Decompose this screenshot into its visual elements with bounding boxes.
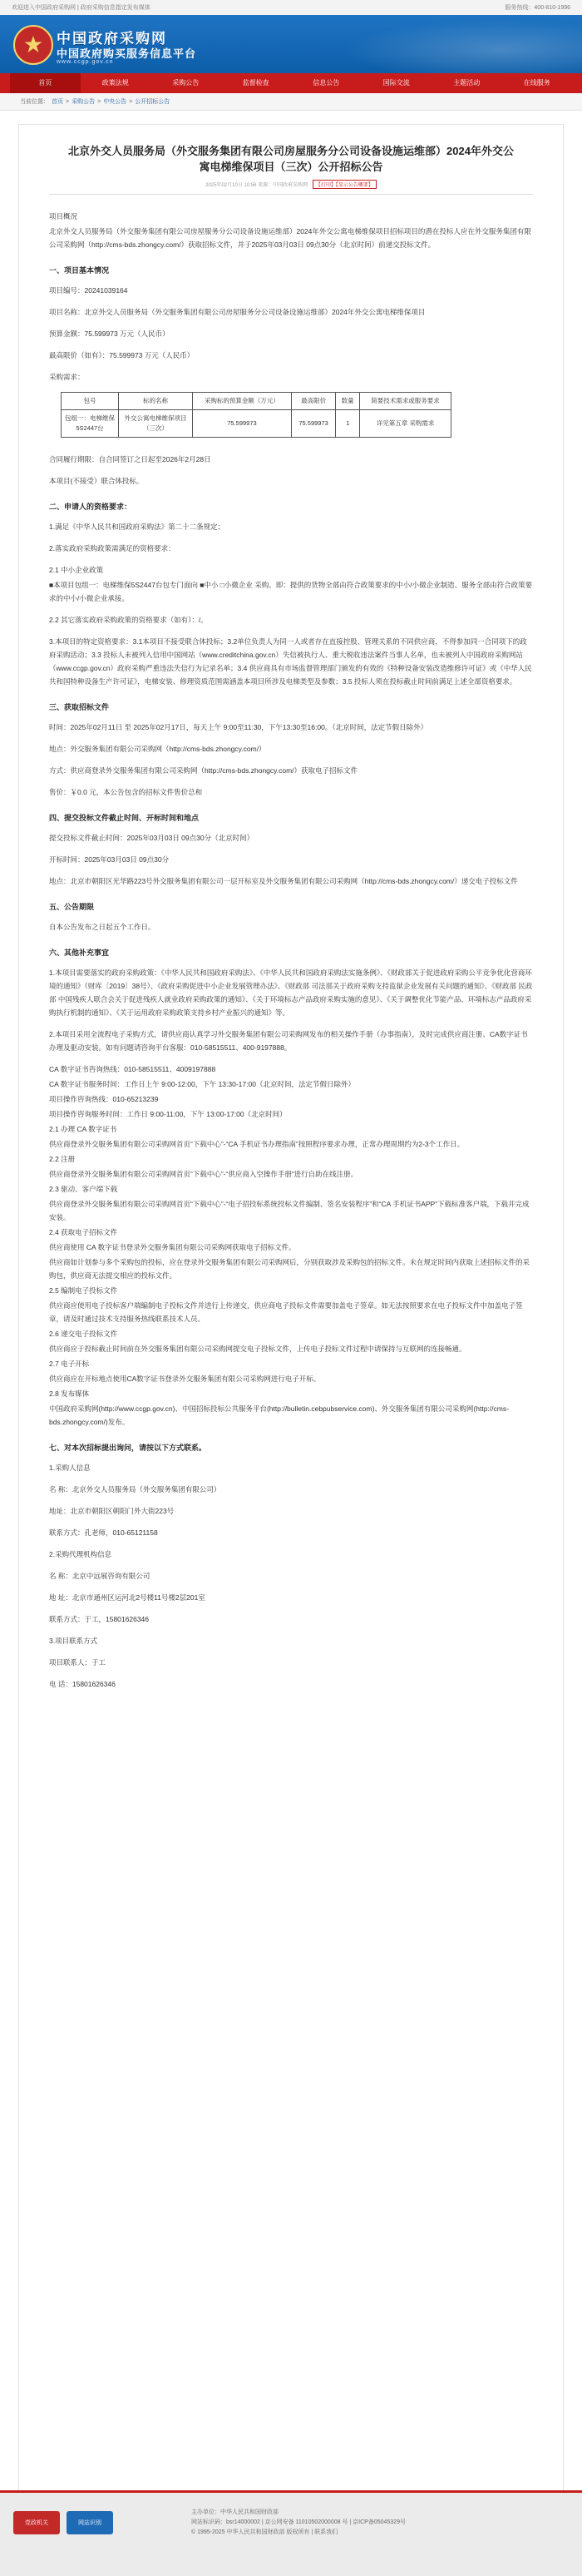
project-name: 项目名称：北京外交人员服务局（外交服务集团有限公司房屋服务分公司设备设施运维部）2024年外交公寓电梯维保项目 (49, 308, 426, 316)
footer-logos (13, 2511, 113, 2534)
cell-package: 包组一：电梯维保5S2447台 (62, 410, 119, 438)
welcome-text: 欢迎进入中国政府采购网 | 政府采购信息指定发布媒体 (12, 5, 150, 11)
project-contact-heading: 3.项目联系方式 (49, 1637, 98, 1645)
col-subject: 标的名称 (119, 393, 193, 410)
project-contact-name: 项目联系人：于工 (49, 1658, 106, 1667)
agency-address: 地 址：北京市通州区运河北2号楼11号楼2层201室 (49, 1593, 205, 1602)
breadcrumb: 当前位置： 首页 > 采购公告 > 中央公告 > 公开招标公告 (0, 93, 582, 111)
party-government-badge-icon[interactable]: 党政机关 (13, 2511, 60, 2534)
cell-requirements: 详见第五章 采购需求 (360, 410, 451, 438)
purchaser-heading: 1.采购人信息 (49, 1464, 91, 1472)
page-title: 北京外交人员服务局（外交服务集团有限公司房屋服务分公司设备设施运维部）2024年外交公寓电梯维保项目（三次）公开招标公告 (68, 145, 514, 173)
supplement-2-5-detail: 供应商应使用电子投标客户端编制电子投标文件并进行上传递交，供应商电子投标文件需要加盖电子签章。如无法按照要求在电子投标文件中加盖电子签章，请及时通过技术支持服务热线联系技术人员。 (49, 1301, 523, 1323)
banner-decoration (316, 15, 582, 73)
footer-copyright: © 1995-2025 中华人民共和国财政部 版权所有 | 联系我们 (191, 2529, 338, 2535)
obtain-time: 时间：2025年02月11日 至 2025年02月17日，每天上午 9:00至11:30，下午13:30至16:00。（北京时间，法定节假日除外） (49, 723, 428, 731)
col-quantity: 数量 (336, 393, 360, 410)
obtain-method: 方式：供应商登录外交服务集团有限公司采购网（http://cms-bds.zhongcy.com/）获取电子招标文件 (49, 766, 358, 775)
cell-quantity: 1 (336, 410, 360, 438)
joint-bid-note: 本项目(不接受）联合体投标。 (49, 477, 144, 485)
supplement-2-5: 2.5 编制电子投标文件 (49, 1286, 118, 1295)
breadcrumb-home[interactable]: 首页 (52, 99, 63, 105)
project-number: 项目编号：20241039164 (49, 286, 128, 295)
purchaser-contact: 联系方式：孔老师，010-65121158 (49, 1528, 158, 1537)
supplement-2-4-detail-2: 供应商如计划参与多个采购包的投标，应在登录外交服务集团有限公司采购网后，分别获取涉及采购包的招标文件。未在规定时间内获取上述招标文件的采购包，供应商无法提交相应的投标文件。 (49, 1258, 530, 1280)
supplement-2-3-detail: 供应商登录外交服务集团有限公司采购网首页“下载中心”-“电子招投标系统投标文件编制、签名安装程序”和“CA 手机证书APP”下载标准客户端，下载并完成安装。 (49, 1200, 530, 1221)
obtain-price: 售价：￥0.0 元，本公告包含的招标文件售价总和 (49, 788, 203, 796)
print-button[interactable]: 【打印】【显示公告概要】 (313, 180, 377, 189)
site-identity-badge-icon[interactable]: 网站识别 (67, 2511, 113, 2534)
col-package: 包号 (62, 393, 119, 410)
supplement-2-4-detail: 供应商使用 CA 数字证书登录外交服务集团有限公司采购网获取电子招标文件。 (49, 1243, 296, 1251)
requirement-label: 采购需求： (49, 373, 85, 381)
title-divider (49, 194, 533, 195)
site-title[interactable]: 中国政府采购网 (57, 31, 167, 47)
qualification-3: 3.本项目的特定资格要求：3.1本项目不接受联合体投标；3.2单位负责人为同一人或者存在直接控股、管理关系的不同供应商，不得参加同一合同项下的政府采购活动；3.3 投标人未被列入信用中国网站（www.creditchina.gov.cn）失信被执行人、重大税收违法案件当事人名单，也未被列入中国政府采购网站（www.ccgp.gov.cn）政府采购严重违法失信行为记录名单；3.4 供应商具有市场监督管理部门颁发的有效的《特种设备安装改造维修许可证》或《中华人民共和国特种设备生产许可证》，电梯安装、修理资质范围需涵盖本项目所涉及电梯类型及参数；3.5 投标人须在投标截止时间前满足上述全部资格要求。 (49, 637, 532, 686)
overview-text: 北京外交人员服务局（外交服务集团有限公司房屋服务分公司设备设施运维部）2024年外交公寓电梯维保项目招标项目的潜在投标人应在外交服务集团有限公司采购网（http://cms-bds.zhongcy.com/）获取招标文件，并于2025年03月03日 09点30分（北京时间）前递交投标文件。 (49, 227, 531, 249)
supplement-2: 2.本项目采用全流程电子采购方式，请供应商认真学习外交服务集团有限公司采购网发布的相关操作手册（办事指南），及时完成供应商注册、CA数字证书办理及驱动安装。如有问题请咨询平台客服：010-58515511、400-9197888。 (49, 1030, 528, 1052)
supplement-2-8-detail: 中国政府采购网(http://www.ccgp.gov.cn)、中国招标投标公共服务平台(http://bulletin.cebpubservice.com)、外交服务集团有限公司采购网(http://cms-bds.zhongcy.com/)发布。 (49, 1404, 509, 1426)
footer-info (191, 2508, 406, 2538)
footer-registration: 网站标识码：bsr14000002 | 京公网安备 11010502000008 号 | 京ICP备05045329号 (191, 2519, 406, 2525)
site-footer (0, 2490, 582, 2576)
cell-subject: 外交公寓电梯维保项目（三次） (119, 410, 193, 438)
breadcrumb-central[interactable]: 中央公告 (103, 99, 127, 105)
supplement-1: 1.本项目需要落实的政府采购政策：《中华人民共和国政府采购法》、《中华人民共和国政府采购法实施条例》、《财政部关于促进政府采购公平竞争优化营商环境的通知》（财库〔2019〕38号）、《政府采购促进中小企业发展管理办法》、《财政部 司法部关于政府采购支持监狱企业发展有关问题的通知》、《财政部 民政部 中国残疾人联合会关于促进残疾人就业政府采购政策的通知》、《关于环境标志产品政府采购实施的意见》、《关于调整优化节能产品、环境标志产品政府采购执行机制的通知》、《关于运用政府采购政策支持乡村产业振兴的通知》等。 (49, 968, 533, 1017)
budget-amount: 预算金额：75.599973 万元（人民币） (49, 329, 170, 338)
opening-place: 地点：北京市朝阳区光华路223号外交服务集团有限公司一层开标室及外交服务集团有限公司采购网（http://cms-bds.zhongcy.com/）递交电子投标文件 (49, 877, 518, 885)
national-emblem-icon[interactable] (13, 25, 53, 65)
contract-period: 合同履行期限：自合同签订之日起至2026年2月28日 (49, 455, 211, 463)
supplement-2-3: 2.3 驱动、客户端下载 (49, 1185, 118, 1193)
breadcrumb-open-tender[interactable]: 公开招标公告 (135, 99, 170, 105)
supplement-project-hours: 项目操作咨询服务时间：工作日 9:00-11:00，下午 13:00-17:00（北京时间） (49, 1110, 287, 1118)
col-requirements: 简要技术需求或服务要求 (360, 393, 451, 410)
obtain-place: 地点：外交服务集团有限公司采购网（http://cms-bds.zhongcy.com/） (49, 745, 266, 753)
nav-info[interactable]: 信息公告 (313, 79, 340, 87)
announcement-period: 自本公告发布之日起五个工作日。 (49, 923, 155, 931)
top-bar (0, 0, 582, 15)
opening-time: 开标时间：2025年03月03日 09点30分 (49, 855, 170, 864)
agency-name: 名 称：北京中远展咨询有限公司 (49, 1572, 150, 1580)
supplement-2-1-detail: 供应商登录外交服务集团有限公司采购网首页“下载中心”-“CA 手机证书办理指南”按照程序要求办理，正常办理周期约为2-3个工作日。 (49, 1140, 465, 1148)
nav-announcements[interactable]: 采购公告 (172, 79, 200, 87)
supplement-2-7-detail: 供应商应在开标地点使用CA数字证书登录外交服务集团有限公司采购网进行电子开标。 (49, 1375, 321, 1383)
table-row (62, 410, 451, 438)
qualification-2: 2.落实政府采购政策需满足的资格要求： (49, 544, 175, 552)
section-6-heading: 六、其他补充事宜 (49, 949, 110, 957)
qualification-2-2: 2.2 其它落实政府采购政策的资格要求（如有）：/。 (49, 616, 208, 624)
nav-international[interactable]: 国际交流 (382, 79, 410, 87)
section-1-heading: 一、项目基本情况 (49, 266, 110, 275)
purchaser-address: 地址：北京市朝阳区朝阳门外大街223号 (49, 1507, 175, 1515)
supplement-2-6: 2.6 递交电子投标文件 (49, 1330, 118, 1338)
qualification-2-1-detail: ■本项目包组一：电梯维保5S2447台包专门面向 ■中小 □小微企业 采购。即：提供的货物全部由符合政策要求的中小/小微企业制造、服务全部由符合政策要求的中小/小微企业承接。 (49, 581, 533, 602)
cell-max-price: 75.599973 (291, 410, 335, 438)
section-7-heading: 七、对本次招标提出询问，请按以下方式联系。 (49, 1444, 207, 1452)
main-nav (0, 73, 582, 93)
supplement-2-2-detail: 供应商登录外交服务集团有限公司采购网首页“下载中心”-“供应商入空操作手册”进行自助在线注册。 (49, 1170, 358, 1178)
nav-services[interactable]: 在线服务 (523, 79, 550, 87)
supplement-2-7: 2.7 电子开标 (49, 1360, 90, 1368)
project-contact-phone: 电 话：15801626346 (49, 1680, 116, 1688)
col-max-price: 最高限价 (291, 393, 335, 410)
col-budget: 采购标的预算金额（万元） (193, 393, 292, 410)
supplement-ca-hotline: CA 数字证书咨询热线：010-58515511、4009197888 (49, 1065, 216, 1073)
nav-supervision[interactable]: 监督检查 (242, 79, 269, 87)
supplement-ca-hours: CA 数字证书服务时间：工作日上午 9:00-12:00，下午 13:30-17:00（北京时间，法定节假日除外） (49, 1080, 355, 1088)
section-3-heading: 三、获取招标文件 (49, 703, 110, 711)
purchaser-name: 名 称：北京外交人员服务局（外交服务集团有限公司） (49, 1485, 221, 1494)
cell-budget: 75.599973 (193, 410, 292, 438)
table-header-row (62, 393, 451, 410)
nav-home[interactable]: 首页 (10, 73, 81, 93)
article-meta (49, 180, 533, 189)
footer-sponsor: 主办单位：中华人民共和国财政部 (191, 2509, 279, 2515)
supplement-2-6-detail: 供应商应于投标截止时间前在外交服务集团有限公司采购网提交电子投标文件，上传电子投标文件过程中请保持与互联网的连接畅通。 (49, 1345, 466, 1353)
supplement-2-8: 2.8 发布媒体 (49, 1390, 90, 1398)
nav-policy[interactable]: 政策法规 (101, 79, 129, 87)
breadcrumb-prefix: 当前位置： (20, 99, 49, 105)
publish-info: 2025年02月10日 10:56 来源：中国政府采购网 (205, 183, 308, 188)
breadcrumb-announcements[interactable]: 采购公告 (72, 99, 96, 105)
qualification-1: 1.满足《中华人民共和国政府采购法》第二十二条规定； (49, 523, 225, 531)
bid-deadline: 提交投标文件截止时间：2025年03月03日 09点30分（北京时间） (49, 834, 254, 842)
section-4-heading: 四、提交投标文件截止时间、开标时间和地点 (49, 814, 200, 822)
site-subtitle: 中国政府购买服务信息平台 (57, 48, 197, 61)
nav-topics[interactable]: 主题活动 (453, 79, 481, 87)
section-2-heading: 二、申请人的资格要求： (49, 503, 132, 511)
site-banner (0, 15, 582, 73)
qualification-2-1: 2.1 中小企业政策 (49, 566, 104, 574)
supplement-project-hotline: 项目操作咨询热线：010-65213239 (49, 1095, 159, 1103)
site-url: www.ccgp.gov.cn (57, 59, 114, 65)
agency-contact: 联系方式：于工，15801626346 (49, 1615, 150, 1623)
article-container (18, 124, 564, 2519)
agency-heading: 2.采购代理机构信息 (49, 1550, 112, 1558)
section-5-heading: 五、公告期限 (49, 903, 95, 911)
procurement-table (61, 392, 451, 438)
supplement-2-1: 2.1 办理 CA 数字证书 (49, 1125, 117, 1133)
supplement-2-4: 2.4 获取电子招标文件 (49, 1228, 118, 1236)
hotline-text: 服务热线：400-810-1996 (505, 5, 570, 11)
overview-heading: 项目概况 (49, 212, 78, 220)
supplement-2-2: 2.2 注册 (49, 1155, 76, 1163)
max-price: 最高限价（如有）：75.599973 万元（人民币） (49, 351, 195, 359)
